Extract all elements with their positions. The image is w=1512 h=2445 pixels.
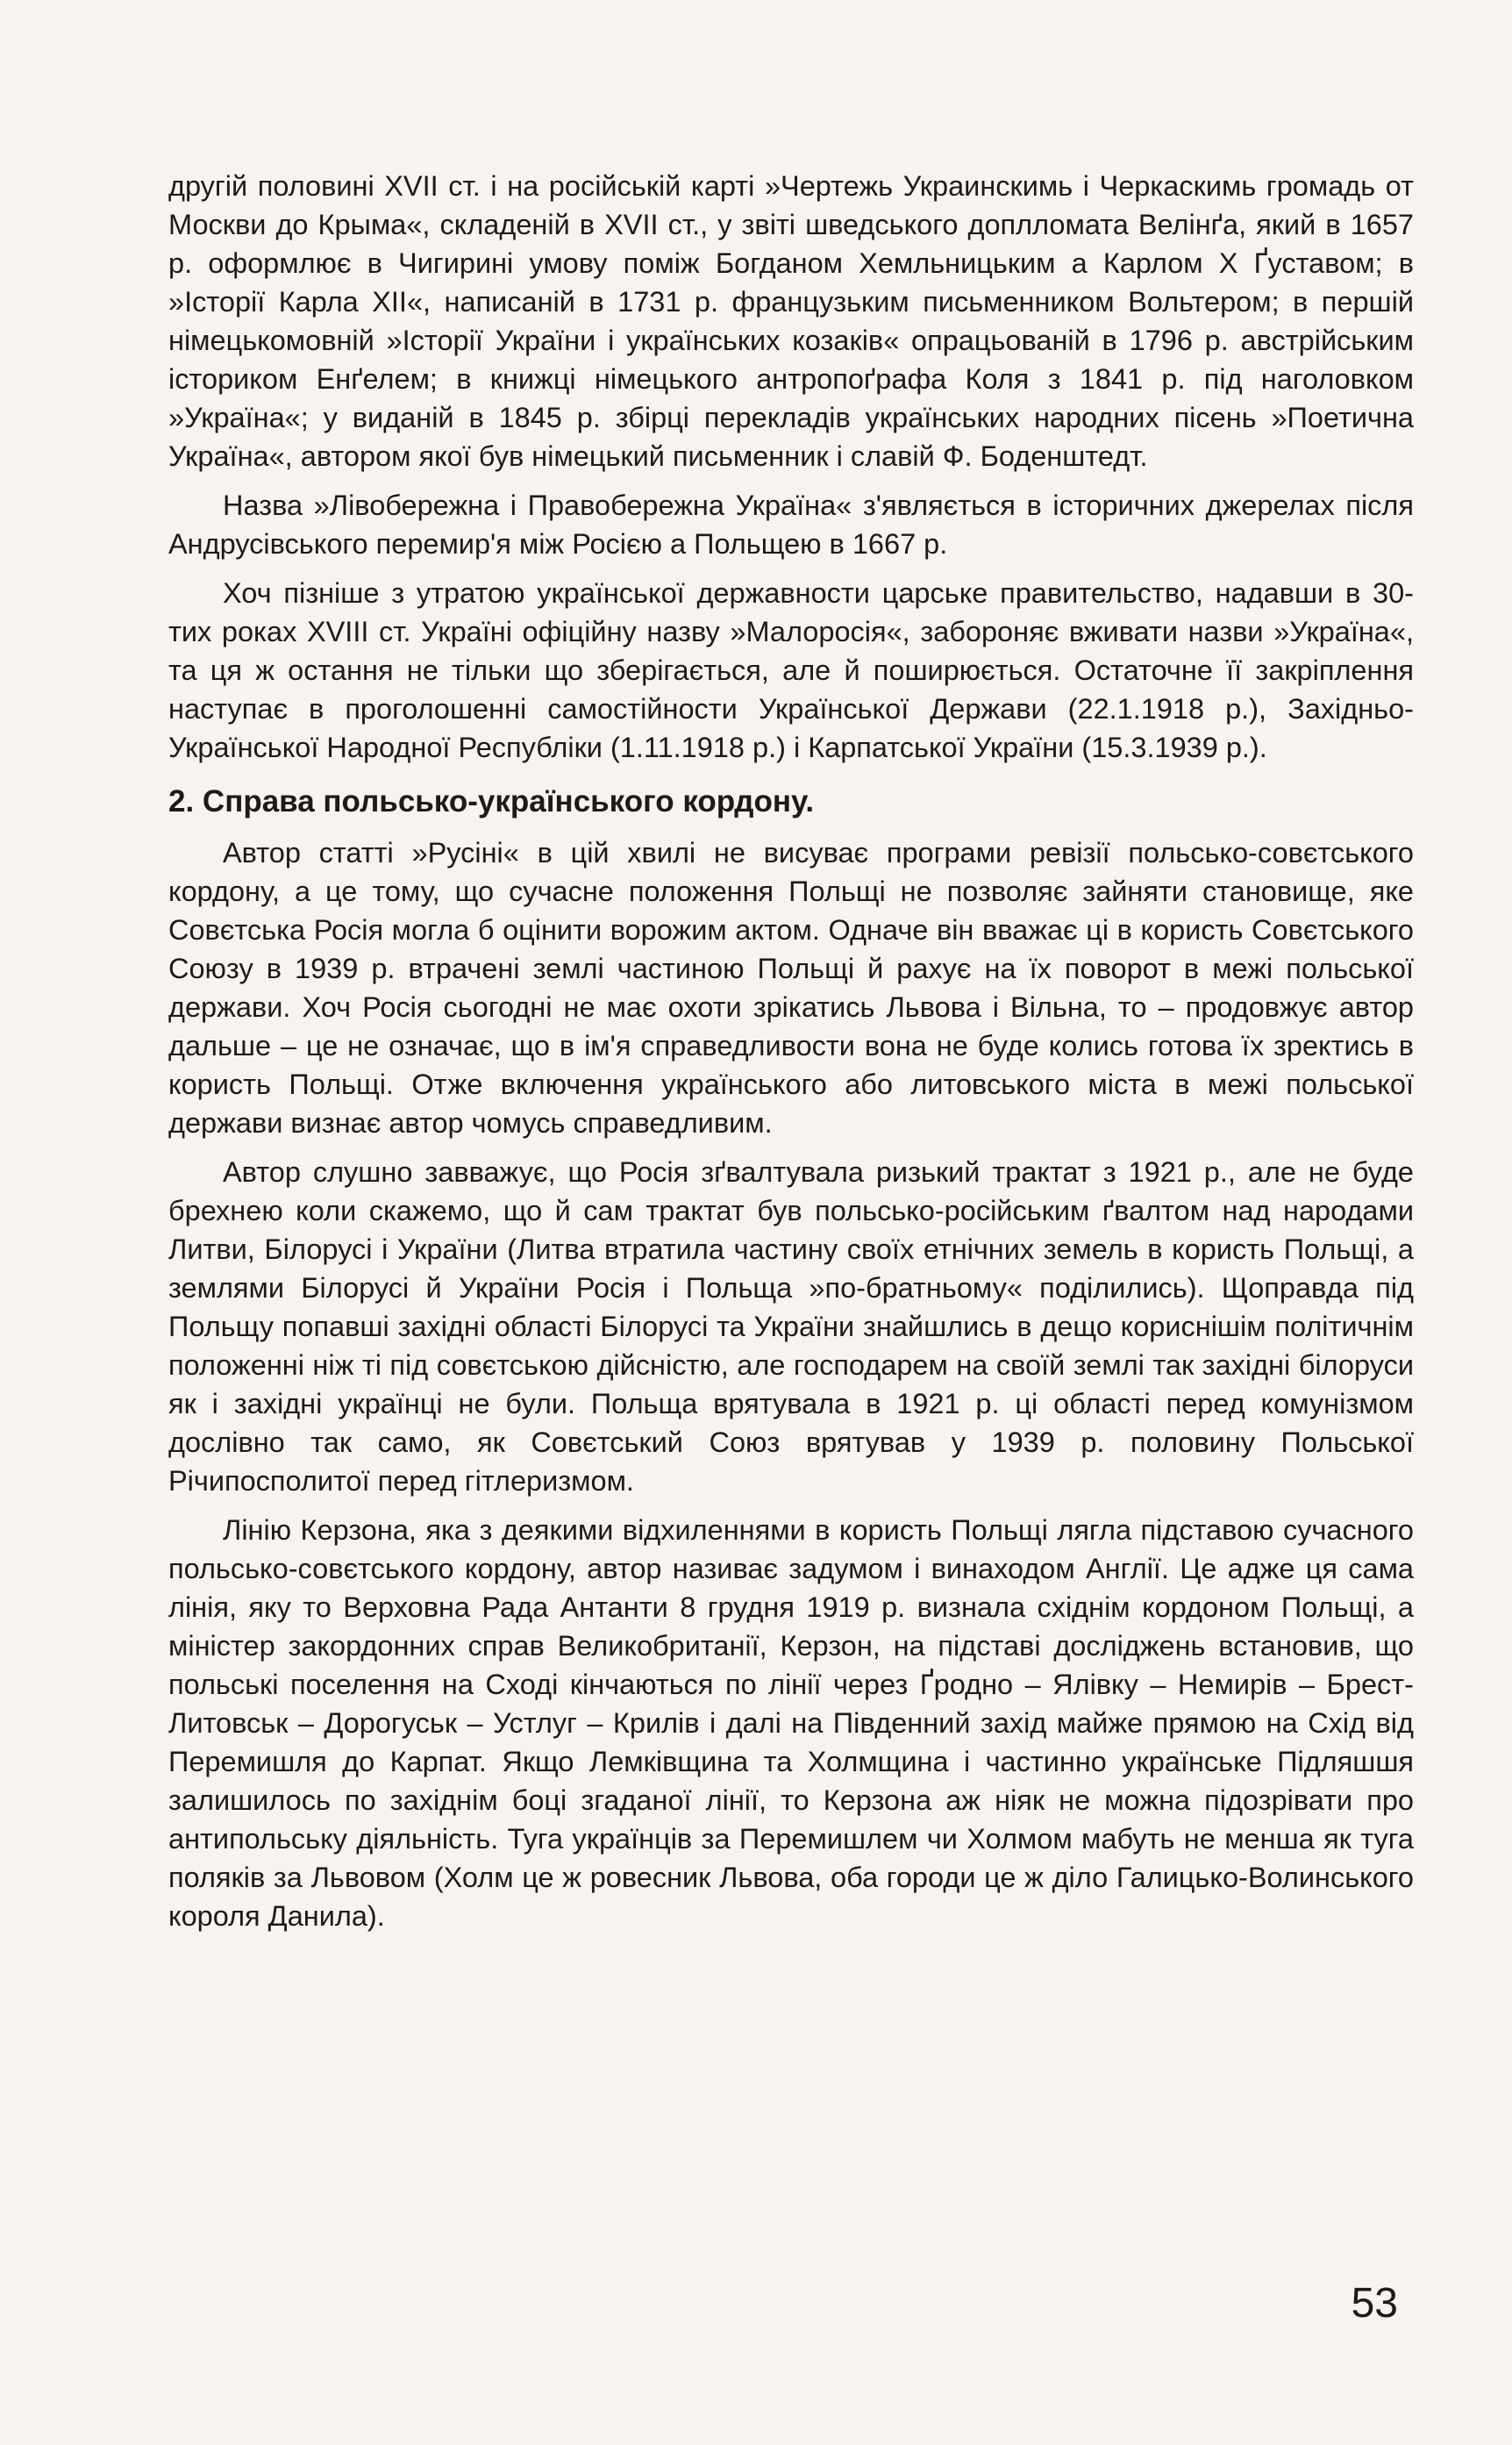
paragraph-name-consolidation: Хоч пізніше з утратою української державности царське правительство, надавши в 30-тих роках XVIII ст. Україні офіційну назву »Малоросія«, забороняє вживати назви »Україна«, та ця ж остання не тільки що зберігається, але й поширюється. Остаточне її закріплення наступає в проголошенні самостійности Української Держави (22.1.1918 р.), Західньо-Української Народної Республіки (1.11.1918 р.) і Карпатської України (15.3.1939 р.). — [168, 577, 1414, 763]
paragraph-curzon-line: Лінію Керзона, яка з деякими відхиленнями в користь Польщі лягла підставою сучасного польсько-совєтського кордону, автор називає задумом і винаходом Англії. Це адже ця сама лінія, яку то Верховна Рада Антанти 8 грудня 1919 р. визнала східнім кордоном Польщі, а міністер закордонних справ Великобританії, Керзон, на підставі досліджень встановив, що польські поселення на Сході кінчаються по лінії через Ґродно – Ялівку – Немирів – Брест-Литовськ – Дорогуськ – Устлуг – Крилів і далі на Південний захід майже прямою на Схід від Перемишля до Карпат. Якщо Лемківщина та Холмщина і частинно українське Підляшшя залишилось по західнім боці згаданої лінії, то Керзона аж ніяк не можна підозрівати про антипольську діяльність. Туга українців за Перемишлем чи Холмом мабуть не менша як туга поляків за Львовом (Холм це ж ровесник Львова, оба городи це ж діло Галицько-Волинського короля Данила). — [168, 1514, 1414, 1932]
page-body — [168, 167, 1414, 1935]
section-heading: 2. Справа польсько-українського кордону. — [168, 784, 815, 819]
paragraph-left-right-bank: Назва »Лівобережна і Правобережна Україна« з'являється в історичних джерелах після Андрусівського перемир'я між Росією а Польщею в 1667 р. — [168, 490, 1414, 560]
paragraph-continuation: другій половині XVII ст. і на російській карті »Чертежь Украинскимь і Черкаскимь громадь от Москви до Крыма«, складеній в XVII ст., у звіті шведського доплломата Велінґа, який в 1657 р. оформлює в Чигирині умову поміж Богданом Хемльницьким а Карлом Х Ґуставом; в »Історії Карла XII«, написаній в 1731 р. французьким письменником Вольтером; в першій німецькомовній »Історії України і українських козаків« опрацьованій в 1796 р. австрійським істориком Енґелем; в книжці німецького антропоґрафа Коля з 1841 р. під наголовком »Україна«; у виданій в 1845 р. збірці перекладів українських народних пісень »Поетична Україна«, автором якої був німецький письменник і славій Ф. Боденштедт. — [168, 170, 1414, 472]
paragraph-border-revision: Автор статті »Русіні« в цій хвилі не висуває програми ревізії польсько-совєтського кордону, а це тому, що сучасне положення Польщі не позволяє зайняти становище, яке Совєтська Росія могла б оцінити ворожим актом. Одначе він вважає ці в користь Совєтського Союзу в 1939 р. втрачені землі частиною Польщі й рахує на їх поворот в межі польської держави. Хоч Росія сьогодні не має охоти зрікатись Львова і Вільна, то – продовжує автор дальше – це не означає, що в ім'я справедливости вона не буде колись готова їх зректись в користь Польщі. Отже включення українського або литовського міста в межі польської держави визнає автор чомусь справедливим. — [168, 837, 1414, 1139]
paragraph-riga-treaty: Автор слушно завважує, що Росія зґвалтувала ризький трактат з 1921 р., але не буде брехнею коли скажемо, що й сам трактат був польсько-російським ґвалтом над народами Литви, Білорусі і України (Литва втратила частину своїх етнічних земель в користь Польщі, а землями Білорусі й України Росія і Польща »по-братньому« поділились). Щоправда під Польщу попавші західні області Білорусі та України знайшлись в дещо кориснішім політичнім положенні ніж ті під совєтською дійсністю, але господарем на своїй землі так західні білоруси як і західні українці не були. Польща врятувала в 1921 р. ці області перед комунізмом дослівно так само, як Совєтський Союз врятував у 1939 р. половину Польської Річипосполитої перед гітлеризмом. — [168, 1156, 1414, 1497]
page-number: 53 — [1351, 2280, 1398, 2327]
